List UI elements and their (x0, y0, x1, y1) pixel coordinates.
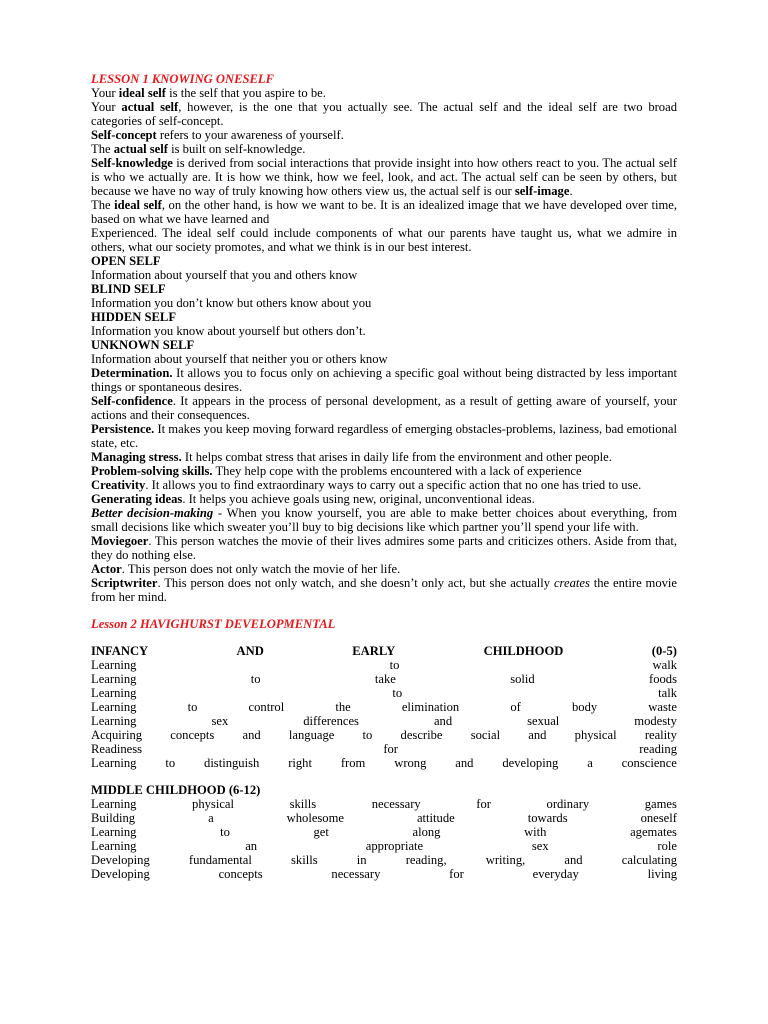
paragraph-lead: Your (91, 86, 119, 100)
paragraph (91, 156, 677, 198)
benefit-term: Problem-solving skills. (91, 464, 213, 478)
benefit-text: . It allows you to find extraordinary ways to carry out a specific action that no one has tried to use. (145, 478, 642, 492)
task-word: physical (192, 797, 235, 811)
task-word: Learning (91, 686, 137, 700)
benefit-text: . It helps you achieve goals using new, original, unconventional ideas. (182, 492, 535, 506)
task-word: developing (502, 756, 559, 770)
benefit-text: . It appears in the process of personal development, as a result of getting aware of yourself, your actions and their consequences. (91, 394, 677, 422)
task-word: control (248, 700, 285, 714)
lesson-2-title: Lesson 2 HAVIGHURST DEVELOPMENTAL (91, 617, 336, 631)
task-word: agemates (630, 825, 677, 839)
task-word: the (335, 700, 351, 714)
task-word: for (476, 797, 491, 811)
paragraph-lead: The (91, 198, 115, 212)
benefit-item (91, 492, 677, 506)
task-word: right (288, 756, 312, 770)
paragraph-text: is the self that you aspire to be. (166, 86, 326, 100)
paragraph-text: refers to your awareness of yourself. (156, 128, 344, 142)
paragraph (91, 100, 677, 128)
developmental-tasks (91, 644, 677, 881)
task-word: social (470, 728, 501, 742)
task-word: reality (644, 728, 677, 742)
task-word: attitude (416, 811, 455, 825)
task-word: a (208, 811, 214, 825)
task-row (91, 825, 677, 839)
paragraph-text: . (569, 184, 573, 198)
paragraph-term: Self-concept (91, 128, 157, 142)
benefit-text: It allows you to focus only on achieving a specific goal without being distracted by less important things or spontaneous desires. (91, 366, 677, 394)
task-word: Learning (91, 825, 137, 839)
task-word: take (374, 672, 396, 686)
task-word: sex (531, 839, 549, 853)
task-word: language (288, 728, 335, 742)
paragraph-text: Experienced. The ideal self could include components of what our parents have taught us, what we admire in others, what our society promotes, and what we think is in our best interest. (91, 226, 677, 254)
task-row (91, 742, 677, 756)
task-row (91, 839, 677, 853)
benefit-text: They help cope with the problems encountered with a lack of experience (212, 464, 582, 478)
johari-heading: BLIND SELF (91, 282, 166, 296)
task-word: in (356, 853, 367, 867)
task-word: and (433, 714, 453, 728)
johari-text: Information you know about yourself but others don’t. (91, 324, 366, 338)
task-row (91, 686, 677, 700)
stage-heading-word: AND (236, 644, 264, 658)
task-word: wholesome (286, 811, 344, 825)
johari-heading: UNKNOWN SELF (91, 338, 195, 352)
self-knowledge-benefits (91, 366, 677, 506)
roles-list (91, 534, 677, 576)
johari-heading: HIDDEN SELF (91, 310, 177, 324)
scriptwriter-text: . This person does not only watch, and she doesn’t only act, but she actually (157, 576, 554, 590)
benefit-item (91, 422, 677, 450)
task-word: walk (652, 658, 677, 672)
paragraph (91, 198, 677, 226)
johari-text: Information about yourself that you and others know (91, 268, 358, 282)
task-word: Learning (91, 700, 137, 714)
benefit-item (91, 464, 677, 478)
task-row (91, 853, 677, 867)
stage-heading (91, 783, 677, 797)
task-row (91, 811, 677, 825)
paragraph (91, 226, 677, 254)
task-word: oneself (640, 811, 677, 825)
task-word: an (245, 839, 258, 853)
role-item (91, 562, 677, 576)
lesson-1-title: LESSON 1 KNOWING ONESELF (91, 72, 274, 86)
paragraph-term: ideal self (118, 86, 167, 100)
task-word: Learning (91, 672, 137, 686)
task-word: Building (91, 811, 136, 825)
task-row (91, 867, 677, 881)
benefit-term: Determination. (91, 366, 173, 380)
paragraph-text: , on the other hand, is how we want to be. It is an idealized image that we have developed over time, based on what we have learned and (91, 198, 677, 226)
task-word: to (250, 672, 261, 686)
scriptwriter-paragraph (91, 576, 677, 604)
task-word: along (412, 825, 441, 839)
task-word: describe (400, 728, 443, 742)
task-word: Learning (91, 756, 137, 770)
task-word: to (187, 700, 198, 714)
johari-window-list (91, 254, 677, 366)
task-word: of (510, 700, 521, 714)
stage-heading-word: EARLY (352, 644, 396, 658)
task-word: to (165, 756, 176, 770)
task-row (91, 658, 677, 672)
task-word: and (528, 728, 547, 742)
task-word: get (313, 825, 329, 839)
task-word: Acquiring (91, 728, 143, 742)
task-word: role (657, 839, 677, 853)
task-word: reading (639, 742, 677, 756)
task-word: differences (303, 714, 359, 728)
paragraph (91, 128, 677, 142)
task-word: conscience (621, 756, 677, 770)
task-word: solid (510, 672, 535, 686)
task-row (91, 728, 677, 742)
task-word: Learning (91, 797, 137, 811)
task-word: concepts (170, 728, 215, 742)
benefit-text: It helps combat stress that arises in daily life from the environment and other people. (181, 450, 612, 464)
benefit-item (91, 478, 677, 492)
scriptwriter-em: creates (553, 576, 590, 590)
scriptwriter-term: Scriptwriter (91, 576, 158, 590)
task-word: writing, (485, 853, 526, 867)
task-word: physical (574, 728, 617, 742)
task-row (91, 797, 677, 811)
benefit-term: Self-confidence (91, 394, 173, 408)
paragraph-text: , however, is the one that you actually see. The actual self and the ideal self are two broad categories of self-concept. (91, 100, 677, 128)
task-word: fundamental (188, 853, 252, 867)
task-word: Learning (91, 658, 137, 672)
paragraph (91, 86, 677, 100)
role-term: Actor (91, 562, 122, 576)
task-word: foods (649, 672, 677, 686)
paragraph-text: is derived from social interactions that provide insight into how others react to you. The actual self is who we actually are. It is how we think, how we feel, look, and act. The actual self can be seen by others, but because we have no way of truly knowing how others view us, the actual self is our (91, 156, 677, 198)
task-word: elimination (401, 700, 460, 714)
task-row (91, 700, 677, 714)
benefit-item (91, 450, 677, 464)
task-word: waste (648, 700, 677, 714)
stage-heading-word: CHILDHOOD (483, 644, 564, 658)
paragraph-term: Self-knowledge (91, 156, 173, 170)
task-word: Developing (91, 853, 150, 867)
stage-heading-word: (0-5) (651, 644, 677, 658)
task-word: living (647, 867, 677, 881)
task-word: to (220, 825, 230, 839)
task-word: and (564, 853, 583, 867)
paragraph-lead: The (91, 142, 114, 156)
decision-term: Better decision-making (91, 506, 214, 520)
task-word: concepts (218, 867, 263, 881)
task-word: wrong (394, 756, 427, 770)
task-word: Learning (91, 714, 137, 728)
task-word: modesty (634, 714, 677, 728)
task-word: for (383, 742, 398, 756)
paragraph (91, 142, 677, 156)
task-word: Learning (91, 839, 137, 853)
johari-heading: OPEN SELF (91, 254, 161, 268)
task-word: with (524, 825, 547, 839)
task-row (91, 756, 677, 770)
task-word: for (449, 867, 464, 881)
scriptwriter-text-end: the entire movie from her mind. (91, 576, 678, 604)
role-text: . This person watches the movie of their lives admires some parts and criticizes others. Aside from that, they do nothing else. (91, 534, 677, 562)
paragraph-term: ideal self (114, 198, 162, 212)
stage-heading (91, 644, 677, 658)
task-word: from (340, 756, 366, 770)
role-term: Moviegoer (91, 534, 149, 548)
benefit-text: It makes you keep moving forward regardless of emerging obstacles-problems, laziness, bad emotional state, etc. (91, 422, 677, 450)
task-word: skills (291, 853, 318, 867)
task-word: and (242, 728, 261, 742)
paragraph-text: is built on self-knowledge. (167, 142, 306, 156)
task-word: games (644, 797, 677, 811)
stage-heading-word: INFANCY (91, 644, 149, 658)
task-word: sexual (527, 714, 560, 728)
document-page (91, 72, 677, 881)
task-word: Developing (91, 867, 150, 881)
role-text: . This person does not only watch the movie of her life. (121, 562, 401, 576)
task-word: Readiness (91, 742, 143, 756)
benefit-term: Managing stress. (91, 450, 182, 464)
decision-paragraph (91, 506, 677, 534)
paragraph-term: self-image (514, 184, 570, 198)
task-word: and (455, 756, 474, 770)
paragraph-term: actual self (121, 100, 179, 114)
task-row (91, 672, 677, 686)
task-word: to (392, 686, 403, 700)
task-word: necessary (331, 867, 381, 881)
benefit-term: Creativity (91, 478, 146, 492)
benefit-term: Persistence. (91, 422, 155, 436)
task-word: distinguish (204, 756, 260, 770)
task-word: to (362, 728, 373, 742)
task-word: reading, (405, 853, 447, 867)
self-concept-paragraphs (91, 86, 677, 254)
task-word: skills (289, 797, 317, 811)
decision-text: - When you know yourself, you are able to make better choices about everything, from small decisions like which sweater you’ll buy to big decisions like which partner you’ll spend your life with. (91, 506, 678, 534)
task-word: appropriate (365, 839, 424, 853)
benefit-item (91, 394, 677, 422)
task-word: calculating (621, 853, 677, 867)
paragraph-lead: Your (91, 100, 122, 114)
task-word: everyday (532, 867, 579, 881)
task-row (91, 714, 677, 728)
johari-text: Information you don’t know but others know about you (91, 296, 372, 310)
task-word: a (587, 756, 593, 770)
task-word: sex (211, 714, 229, 728)
benefit-term: Generating ideas (91, 492, 183, 506)
task-word: necessary (371, 797, 421, 811)
task-word: body (571, 700, 598, 714)
task-word: towards (527, 811, 568, 825)
task-word: talk (658, 686, 677, 700)
role-item (91, 534, 677, 562)
benefit-item (91, 366, 677, 394)
paragraph-term: actual self (113, 142, 168, 156)
johari-text: Information about yourself that neither you or others know (91, 352, 388, 366)
task-word: to (389, 658, 400, 672)
task-word: ordinary (546, 797, 590, 811)
stage-heading-word: MIDDLE CHILDHOOD (6-12) (91, 783, 261, 797)
